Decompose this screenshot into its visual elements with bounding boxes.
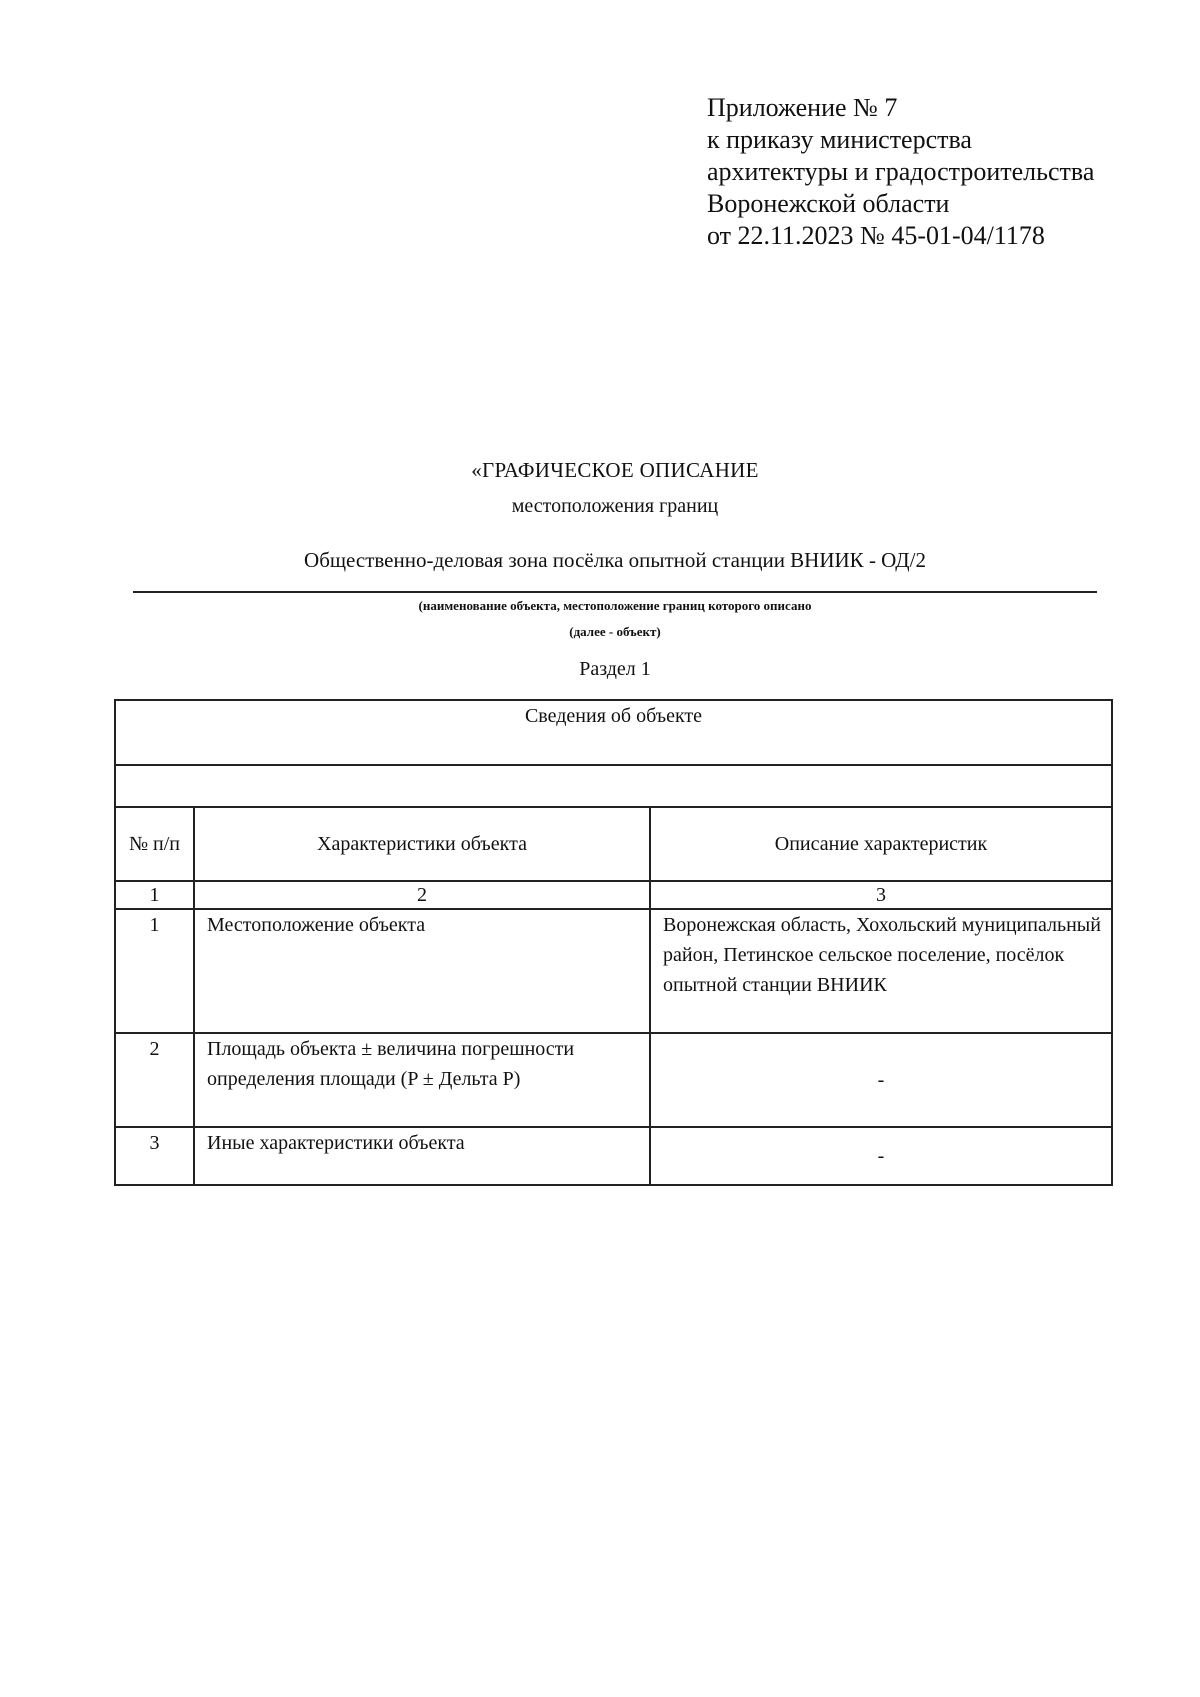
row-number: 1 (115, 909, 194, 1033)
row-description: - (650, 1127, 1112, 1185)
object-name: Общественно-деловая зона посёлка опытной станции ВНИИК - ОД/2 (304, 548, 926, 572)
table-row (115, 1127, 1112, 1185)
object-info-table (114, 699, 1113, 1186)
row-description: Воронежская область, Хохольский муниципальный район, Петинское сельское поселение, посёлок опытной станции ВНИИК (650, 909, 1112, 1033)
empty-cell (115, 765, 1112, 807)
row-number: 3 (115, 1127, 194, 1185)
table-header-row (115, 807, 1112, 881)
header-number: № п/п (115, 807, 194, 881)
table-title: Сведения об объекте (115, 700, 1112, 765)
appendix-line: к приказу министерства (707, 125, 972, 154)
document-title: «ГРАФИЧЕСКОЕ ОПИСАНИЕ (471, 458, 759, 482)
row-characteristic: Местоположение объекта (194, 909, 650, 1033)
table-row (115, 909, 1112, 1033)
header-characteristic: Характеристики объекта (194, 807, 650, 881)
underline-divider (133, 591, 1097, 593)
table-row (115, 1033, 1112, 1127)
row-characteristic: Иные характеристики объекта (194, 1127, 650, 1185)
appendix-line: Приложение № 7 (707, 93, 898, 122)
row-description: - (650, 1033, 1112, 1127)
appendix-block (707, 92, 1094, 252)
object-note-line2: (далее - объект) (569, 624, 661, 639)
row-number: 2 (115, 1033, 194, 1127)
index-cell: 2 (194, 881, 650, 909)
section-label: Раздел 1 (579, 658, 651, 680)
object-note-line1: (наименование объекта, местоположение границ которого описано (418, 598, 812, 613)
header-description: Описание характеристик (650, 807, 1112, 881)
row-characteristic: Площадь объекта ± величина погрешности определения площади (P ± Дельта P) (194, 1033, 650, 1127)
document-subtitle: местоположения границ (511, 495, 719, 517)
table-empty-row (115, 765, 1112, 807)
appendix-line: от 22.11.2023 № 45-01-04/1178 (707, 221, 1045, 250)
appendix-line: Воронежской области (707, 189, 950, 218)
table-title-row (115, 700, 1112, 765)
table-index-row (115, 881, 1112, 909)
appendix-line: архитектуры и градостроительства (707, 157, 1095, 186)
index-cell: 3 (650, 881, 1112, 909)
index-cell: 1 (115, 881, 194, 909)
